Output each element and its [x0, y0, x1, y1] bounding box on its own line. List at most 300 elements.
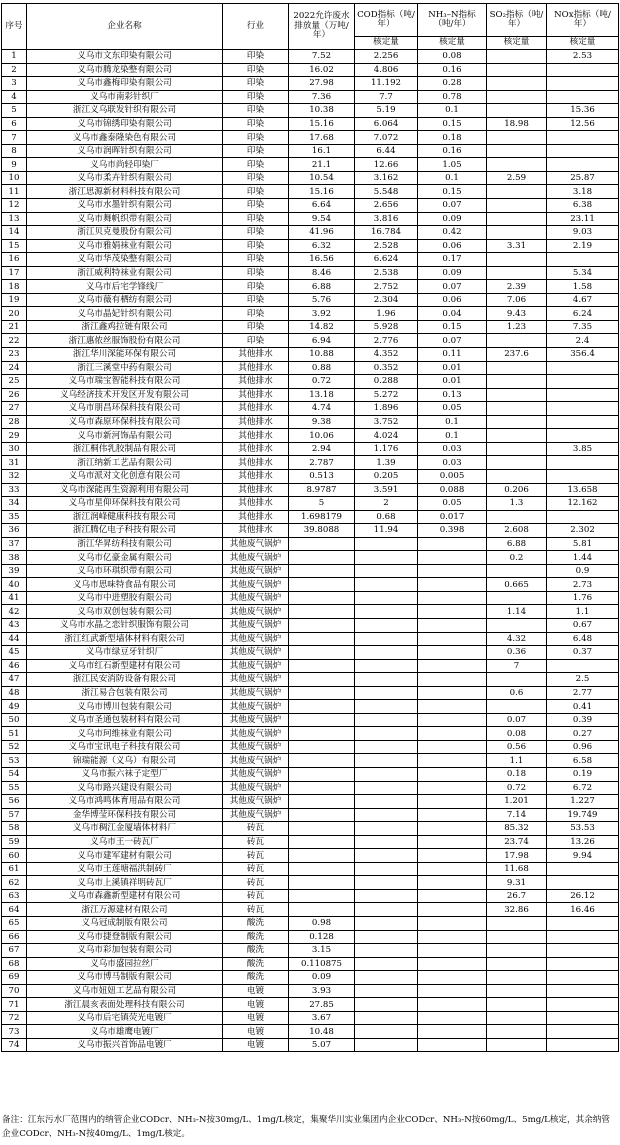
company-name-cell: 义乌市捷登制版有限公司 — [27, 930, 223, 944]
cod-quota-cell — [355, 808, 418, 822]
header-nh3n: NH₃–N指标（吨/年） — [418, 4, 487, 37]
table-row — [2, 727, 619, 741]
table-row — [2, 226, 619, 240]
nox-quota-cell: 12.162 — [547, 497, 619, 511]
nh3n-quota-cell: 0.06 — [418, 239, 487, 253]
so2-quota-cell: 9.43 — [487, 307, 547, 321]
nox-quota-cell: 0.9 — [547, 564, 619, 578]
row-no-cell: 9 — [2, 158, 27, 172]
so2-quota-cell: 0.07 — [487, 713, 547, 727]
nh3n-quota-cell — [418, 605, 487, 619]
cod-quota-cell: 12.66 — [355, 158, 418, 172]
cod-quota-cell: 3.752 — [355, 415, 418, 429]
industry-cell: 印染 — [223, 239, 289, 253]
nh3n-quota-cell: 1.05 — [418, 158, 487, 172]
row-no-cell: 74 — [2, 1038, 27, 1052]
header-industry: 行业 — [223, 4, 289, 50]
cod-quota-cell — [355, 537, 418, 551]
nox-quota-cell — [547, 469, 619, 483]
table-row — [2, 483, 619, 497]
table-row — [2, 144, 619, 158]
nox-quota-cell: 6.38 — [547, 199, 619, 213]
so2-quota-cell: 1.23 — [487, 320, 547, 334]
row-no-cell: 17 — [2, 266, 27, 280]
cod-quota-cell — [355, 1025, 418, 1039]
nh3n-quota-cell — [418, 795, 487, 809]
cod-quota-cell — [355, 551, 418, 565]
cod-quota-cell: 1.39 — [355, 456, 418, 470]
row-no-cell: 50 — [2, 713, 27, 727]
table-row — [2, 524, 619, 538]
so2-quota-cell: 18.98 — [487, 117, 547, 131]
header-nox: NOx指标（吨/年） — [547, 4, 619, 37]
wastewater-quota-cell: 9.38 — [289, 415, 355, 429]
nox-quota-cell — [547, 77, 619, 91]
cod-quota-cell — [355, 903, 418, 917]
so2-quota-cell: 85.32 — [487, 822, 547, 836]
row-no-cell: 36 — [2, 524, 27, 538]
nox-quota-cell: 26.12 — [547, 889, 619, 903]
nox-quota-cell: 4.67 — [547, 293, 619, 307]
so2-quota-cell — [487, 388, 547, 402]
nox-quota-cell — [547, 957, 619, 971]
row-no-cell: 63 — [2, 889, 27, 903]
wastewater-quota-cell: 39.8088 — [289, 524, 355, 538]
company-name-cell: 义乌市珂维袜业有限公司 — [27, 727, 223, 741]
industry-cell: 电镀 — [223, 984, 289, 998]
wastewater-quota-cell: 0.09 — [289, 971, 355, 985]
nox-quota-cell: 9.03 — [547, 226, 619, 240]
industry-cell: 其他废气锅炉 — [223, 795, 289, 809]
table-row — [2, 497, 619, 511]
wastewater-quota-cell — [289, 551, 355, 565]
nh3n-quota-cell: 0.1 — [418, 104, 487, 118]
so2-quota-cell — [487, 673, 547, 687]
industry-cell: 电镀 — [223, 998, 289, 1012]
company-name-cell: 义乌市瑞宝智能科技有限公司 — [27, 375, 223, 389]
table-row — [2, 307, 619, 321]
company-name-cell: 义乌市彩加包装有限公司 — [27, 944, 223, 958]
nh3n-quota-cell: 0.01 — [418, 361, 487, 375]
industry-cell: 酸洗 — [223, 957, 289, 971]
industry-cell: 其他排水 — [223, 469, 289, 483]
table-row — [2, 131, 619, 145]
company-name-cell: 义乌市圣通包装材料有限公司 — [27, 713, 223, 727]
wastewater-quota-cell: 10.06 — [289, 429, 355, 443]
cod-quota-cell — [355, 578, 418, 592]
cod-quota-cell — [355, 673, 418, 687]
table-row — [2, 1038, 619, 1052]
table-row — [2, 984, 619, 998]
so2-quota-cell: 4.32 — [487, 632, 547, 646]
company-name-cell: 浙江华昇纺科技有限公司 — [27, 537, 223, 551]
wastewater-quota-cell — [289, 849, 355, 863]
so2-quota-cell — [487, 199, 547, 213]
company-name-cell: 义乌市鑫梅印染有限公司 — [27, 77, 223, 91]
company-name-cell: 义乌市宝讯电子科技有限公司 — [27, 740, 223, 754]
nh3n-quota-cell: 0.15 — [418, 185, 487, 199]
table-row — [2, 212, 619, 226]
nh3n-quota-cell — [418, 862, 487, 876]
nh3n-quota-cell: 0.005 — [418, 469, 487, 483]
industry-cell: 其他排水 — [223, 348, 289, 362]
row-no-cell: 35 — [2, 510, 27, 524]
table-row — [2, 239, 619, 253]
wastewater-quota-cell — [289, 876, 355, 890]
nh3n-quota-cell — [418, 767, 487, 781]
industry-cell: 其他排水 — [223, 402, 289, 416]
so2-quota-cell — [487, 50, 547, 64]
wastewater-quota-cell: 10.48 — [289, 1025, 355, 1039]
nh3n-quota-cell: 0.398 — [418, 524, 487, 538]
so2-quota-cell — [487, 90, 547, 104]
nh3n-quota-cell — [418, 876, 487, 890]
company-name-cell: 义乌市绿豆牙针织厂 — [27, 646, 223, 660]
row-no-cell: 28 — [2, 415, 27, 429]
industry-cell: 其他废气锅炉 — [223, 713, 289, 727]
company-name-cell: 浙江三溪堂中药有限公司 — [27, 361, 223, 375]
wastewater-quota-cell: 3.15 — [289, 944, 355, 958]
so2-quota-cell: 11.68 — [487, 862, 547, 876]
row-no-cell: 39 — [2, 564, 27, 578]
row-no-cell: 12 — [2, 199, 27, 213]
so2-quota-cell — [487, 998, 547, 1012]
cod-quota-cell — [355, 781, 418, 795]
nox-quota-cell: 6.48 — [547, 632, 619, 646]
nox-quota-cell — [547, 971, 619, 985]
table-row — [2, 320, 619, 334]
cod-quota-cell — [355, 998, 418, 1012]
cod-quota-cell — [355, 727, 418, 741]
so2-quota-cell — [487, 930, 547, 944]
industry-cell: 印染 — [223, 307, 289, 321]
nox-quota-cell: 7.35 — [547, 320, 619, 334]
row-no-cell: 25 — [2, 375, 27, 389]
industry-cell: 电镀 — [223, 1025, 289, 1039]
table-row — [2, 700, 619, 714]
company-name-cell: 浙江民安消防设备有限公司 — [27, 673, 223, 687]
nh3n-quota-cell: 0.06 — [418, 293, 487, 307]
nox-quota-cell: 6.58 — [547, 754, 619, 768]
row-no-cell: 27 — [2, 402, 27, 416]
nox-quota-cell: 0.37 — [547, 646, 619, 660]
so2-quota-cell — [487, 361, 547, 375]
industry-cell: 电镀 — [223, 1011, 289, 1025]
industry-cell: 印染 — [223, 334, 289, 348]
nh3n-quota-cell — [418, 998, 487, 1012]
table-row — [2, 835, 619, 849]
row-no-cell: 4 — [2, 90, 27, 104]
cod-quota-cell: 6.624 — [355, 253, 418, 267]
company-name-cell: 浙江义乌联发针织有限公司 — [27, 104, 223, 118]
so2-quota-cell — [487, 131, 547, 145]
so2-quota-cell — [487, 185, 547, 199]
nh3n-quota-cell — [418, 903, 487, 917]
industry-cell: 其他废气锅炉 — [223, 808, 289, 822]
company-name-cell: 浙江万源建材有限公司 — [27, 903, 223, 917]
table-body — [2, 50, 619, 1052]
wastewater-quota-cell: 10.88 — [289, 348, 355, 362]
header-so2-verified: 核定量 — [487, 37, 547, 50]
so2-quota-cell — [487, 944, 547, 958]
nox-quota-cell: 0.27 — [547, 727, 619, 741]
wastewater-quota-cell — [289, 740, 355, 754]
industry-cell: 印染 — [223, 226, 289, 240]
cod-quota-cell — [355, 1038, 418, 1052]
nox-quota-cell — [547, 63, 619, 77]
nh3n-quota-cell: 0.1 — [418, 171, 487, 185]
cod-quota-cell: 1.176 — [355, 442, 418, 456]
row-no-cell: 21 — [2, 320, 27, 334]
company-name-cell: 义乌市深能再生资源利用有限公司 — [27, 483, 223, 497]
nh3n-quota-cell — [418, 957, 487, 971]
nh3n-quota-cell: 0.01 — [418, 375, 487, 389]
company-name-cell: 义乌市上溪镇祥明砖瓦厂 — [27, 876, 223, 890]
nox-quota-cell: 1.76 — [547, 591, 619, 605]
company-name-cell: 义乌市星仰环保科技有限公司 — [27, 497, 223, 511]
table-row — [2, 930, 619, 944]
so2-quota-cell: 7.14 — [487, 808, 547, 822]
cod-quota-cell: 11.94 — [355, 524, 418, 538]
cod-quota-cell — [355, 564, 418, 578]
so2-quota-cell — [487, 104, 547, 118]
industry-cell: 砖瓦 — [223, 876, 289, 890]
nox-quota-cell: 356.4 — [547, 348, 619, 362]
company-name-cell: 义乌市博川包装有限公司 — [27, 700, 223, 714]
industry-cell: 其他废气锅炉 — [223, 605, 289, 619]
nox-quota-cell — [547, 1011, 619, 1025]
table-row — [2, 673, 619, 687]
company-name-cell: 金华博莹环保科技有限公司 — [27, 808, 223, 822]
row-no-cell: 48 — [2, 686, 27, 700]
company-name-cell: 义乌市亿豪金属有限公司 — [27, 551, 223, 565]
company-name-cell: 浙江贝克曼股份有限公司 — [27, 226, 223, 240]
table-row — [2, 158, 619, 172]
nh3n-quota-cell — [418, 808, 487, 822]
so2-quota-cell — [487, 618, 547, 632]
row-no-cell: 19 — [2, 293, 27, 307]
industry-cell: 其他排水 — [223, 388, 289, 402]
nox-quota-cell — [547, 253, 619, 267]
row-no-cell: 41 — [2, 591, 27, 605]
cod-quota-cell — [355, 632, 418, 646]
industry-cell: 其他排水 — [223, 361, 289, 375]
cod-quota-cell: 6.44 — [355, 144, 418, 158]
wastewater-quota-cell — [289, 781, 355, 795]
nh3n-quota-cell: 0.18 — [418, 131, 487, 145]
so2-quota-cell: 2.608 — [487, 524, 547, 538]
nh3n-quota-cell: 0.08 — [418, 50, 487, 64]
nh3n-quota-cell — [418, 984, 487, 998]
nh3n-quota-cell: 0.42 — [418, 226, 487, 240]
row-no-cell: 32 — [2, 469, 27, 483]
wastewater-quota-cell: 16.56 — [289, 253, 355, 267]
table-row — [2, 253, 619, 267]
industry-cell: 酸洗 — [223, 944, 289, 958]
wastewater-quota-cell — [289, 795, 355, 809]
so2-quota-cell — [487, 253, 547, 267]
wastewater-quota-cell: 16.02 — [289, 63, 355, 77]
nox-quota-cell: 53.53 — [547, 822, 619, 836]
nh3n-quota-cell — [418, 781, 487, 795]
company-name-cell: 义乌市红石新型建材有限公司 — [27, 659, 223, 673]
header-no: 序号 — [2, 4, 27, 50]
table-row — [2, 822, 619, 836]
row-no-cell: 58 — [2, 822, 27, 836]
industry-cell: 印染 — [223, 320, 289, 334]
footnote: 备注：江东污水厂范围内的纳管企业CODcr、NH₃-N按30mg/L、1mg/L核定，集聚华川实业集团内企业CODcr、NH₃-N按60mg/L、5mg/L核定，其余纳管企业CODcr、NH₃-N按40mg/L、1mg/L核定。 — [2, 1115, 610, 1139]
table-row — [2, 77, 619, 91]
company-name-cell: 义乌市双创包装有限公司 — [27, 605, 223, 619]
company-name-cell: 浙江晨亥表面处理科技有限公司 — [27, 998, 223, 1012]
so2-quota-cell: 3.31 — [487, 239, 547, 253]
cod-quota-cell: 0.352 — [355, 361, 418, 375]
nh3n-quota-cell — [418, 632, 487, 646]
company-name-cell: 义乌市朋昌环保科技有限公司 — [27, 402, 223, 416]
cod-quota-cell: 7.072 — [355, 131, 418, 145]
so2-quota-cell — [487, 1011, 547, 1025]
table-row — [2, 686, 619, 700]
wastewater-quota-cell — [289, 700, 355, 714]
so2-quota-cell — [487, 917, 547, 931]
cod-quota-cell: 6.064 — [355, 117, 418, 131]
cod-quota-cell: 1.96 — [355, 307, 418, 321]
so2-quota-cell — [487, 402, 547, 416]
nox-quota-cell: 2.53 — [547, 50, 619, 64]
cod-quota-cell — [355, 984, 418, 998]
row-no-cell: 7 — [2, 131, 27, 145]
cod-quota-cell — [355, 605, 418, 619]
company-name-cell: 义乌市水墨针织有限公司 — [27, 199, 223, 213]
wastewater-quota-cell — [289, 659, 355, 673]
company-name-cell: 义乌市路兴建设有限公司 — [27, 781, 223, 795]
row-no-cell: 59 — [2, 835, 27, 849]
row-no-cell: 52 — [2, 740, 27, 754]
industry-cell: 电镀 — [223, 1038, 289, 1052]
company-name-cell: 义乌市振六袜子定型厂 — [27, 767, 223, 781]
company-name-cell: 义乌经济技术开发区开发有限公司 — [27, 388, 223, 402]
cod-quota-cell: 7.7 — [355, 90, 418, 104]
industry-cell: 印染 — [223, 144, 289, 158]
row-no-cell: 43 — [2, 618, 27, 632]
so2-quota-cell: 1.201 — [487, 795, 547, 809]
table-row — [2, 348, 619, 362]
cod-quota-cell: 2.656 — [355, 199, 418, 213]
wastewater-quota-cell: 10.54 — [289, 171, 355, 185]
industry-cell: 其他废气锅炉 — [223, 537, 289, 551]
header-cod: COD指标（吨/年） — [355, 4, 418, 37]
table-row — [2, 903, 619, 917]
nh3n-quota-cell: 0.03 — [418, 456, 487, 470]
row-no-cell: 71 — [2, 998, 27, 1012]
wastewater-quota-cell — [289, 673, 355, 687]
table-row — [2, 944, 619, 958]
company-name-cell: 义乌市森鑫新型建材有限公司 — [27, 889, 223, 903]
row-no-cell: 42 — [2, 605, 27, 619]
nox-quota-cell — [547, 402, 619, 416]
table-row — [2, 90, 619, 104]
company-name-cell: 义乌市建军建材有限公司 — [27, 849, 223, 863]
so2-quota-cell: 6.88 — [487, 537, 547, 551]
so2-quota-cell: 0.72 — [487, 781, 547, 795]
table-row — [2, 104, 619, 118]
wastewater-quota-cell: 14.82 — [289, 320, 355, 334]
industry-cell: 印染 — [223, 131, 289, 145]
industry-cell: 印染 — [223, 266, 289, 280]
nox-quota-cell: 19.749 — [547, 808, 619, 822]
nox-quota-cell: 12.56 — [547, 117, 619, 131]
company-name-cell: 义乌市文东印染有限公司 — [27, 50, 223, 64]
table-row — [2, 998, 619, 1012]
industry-cell: 酸洗 — [223, 971, 289, 985]
table-row — [2, 849, 619, 863]
so2-quota-cell: 2.39 — [487, 280, 547, 294]
industry-cell: 酸洗 — [223, 917, 289, 931]
table-row — [2, 171, 619, 185]
row-no-cell: 1 — [2, 50, 27, 64]
nox-quota-cell: 0.67 — [547, 618, 619, 632]
nox-quota-cell: 5.34 — [547, 266, 619, 280]
header-cod-verified: 核定量 — [355, 37, 418, 50]
nox-quota-cell — [547, 375, 619, 389]
row-no-cell: 45 — [2, 646, 27, 660]
table-row — [2, 537, 619, 551]
nh3n-quota-cell: 0.13 — [418, 388, 487, 402]
cod-quota-cell: 3.816 — [355, 212, 418, 226]
nh3n-quota-cell — [418, 1011, 487, 1025]
table-row — [2, 740, 619, 754]
wastewater-quota-cell — [289, 646, 355, 660]
wastewater-quota-cell — [289, 537, 355, 551]
cod-quota-cell: 11.192 — [355, 77, 418, 91]
wastewater-quota-cell: 8.46 — [289, 266, 355, 280]
cod-quota-cell: 4.806 — [355, 63, 418, 77]
row-no-cell: 3 — [2, 77, 27, 91]
nox-quota-cell: 0.96 — [547, 740, 619, 754]
wastewater-quota-cell: 17.68 — [289, 131, 355, 145]
so2-quota-cell: 1.14 — [487, 605, 547, 619]
company-name-cell: 义乌市鑫泰隆染色有限公司 — [27, 131, 223, 145]
table-row — [2, 266, 619, 280]
nox-quota-cell: 1.58 — [547, 280, 619, 294]
nox-quota-cell: 2.302 — [547, 524, 619, 538]
cod-quota-cell: 4.352 — [355, 348, 418, 362]
nox-quota-cell: 1.227 — [547, 795, 619, 809]
table-row — [2, 767, 619, 781]
wastewater-quota-cell: 5.07 — [289, 1038, 355, 1052]
wastewater-quota-cell — [289, 903, 355, 917]
cod-quota-cell — [355, 957, 418, 971]
cod-quota-cell: 5.928 — [355, 320, 418, 334]
cod-quota-cell: 5.19 — [355, 104, 418, 118]
row-no-cell: 14 — [2, 226, 27, 240]
nh3n-quota-cell: 0.28 — [418, 77, 487, 91]
industry-cell: 印染 — [223, 185, 289, 199]
cod-quota-cell: 5.272 — [355, 388, 418, 402]
row-no-cell: 54 — [2, 767, 27, 781]
nh3n-quota-cell — [418, 835, 487, 849]
row-no-cell: 46 — [2, 659, 27, 673]
cod-quota-cell — [355, 700, 418, 714]
row-no-cell: 44 — [2, 632, 27, 646]
row-no-cell: 8 — [2, 144, 27, 158]
row-no-cell: 30 — [2, 442, 27, 456]
row-no-cell: 56 — [2, 795, 27, 809]
row-no-cell: 29 — [2, 429, 27, 443]
wastewater-quota-cell: 0.513 — [289, 469, 355, 483]
so2-quota-cell — [487, 469, 547, 483]
row-no-cell: 68 — [2, 957, 27, 971]
